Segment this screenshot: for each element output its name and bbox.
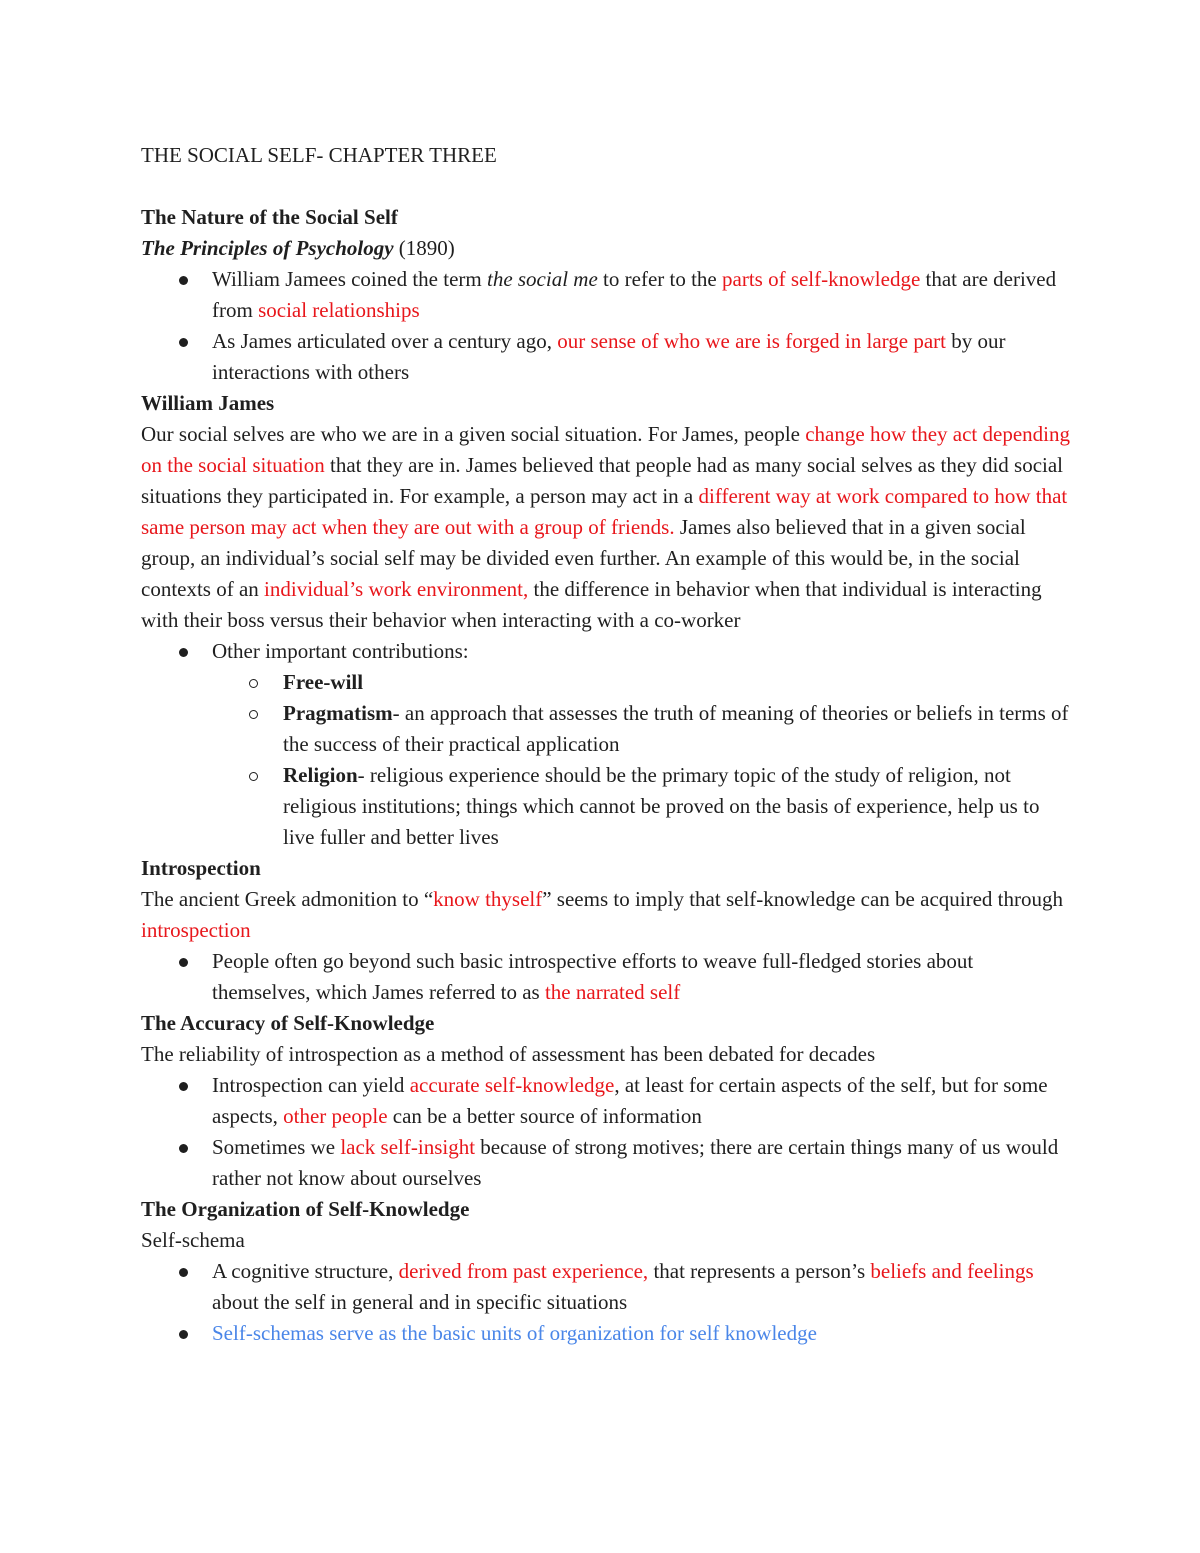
heading-nature-social-self: The Nature of the Social Self <box>141 205 398 229</box>
circle-bullet-icon <box>249 710 258 719</box>
highlight-text: beliefs and feelings <box>870 1259 1034 1283</box>
highlight-text: change how they act depending on the social situation <box>141 422 1070 477</box>
paragraph <box>141 884 1071 946</box>
term: Free-will <box>283 670 364 694</box>
highlight-text: individual’s work environment, <box>264 577 529 601</box>
text-span: that they are in. James believed that people had as many social selves as they did social situations they participated in. For example, a person may act in a <box>141 453 1064 508</box>
heading-organization: The Organization of Self-Knowledge <box>141 1197 470 1221</box>
bullet-icon <box>179 648 188 657</box>
text-span: Sometimes we <box>212 1135 341 1159</box>
sub-list-item <box>141 698 1071 760</box>
text-span: the difference in behavior when that individual is interacting with their boss versus their behavior when interacting with a co-worker <box>141 577 1042 632</box>
list-item <box>141 1318 1071 1349</box>
book-title: The Principles of Psychology <box>141 236 394 260</box>
text-span: James also believed that in a given social group, an individual’s social self may be divided even further. An example of this would be, in the social contexts of an <box>141 515 1026 601</box>
heading-william-james: William James <box>141 391 275 415</box>
list-item <box>141 326 1071 388</box>
bullet-icon <box>179 1330 188 1339</box>
list-item <box>141 1070 1071 1132</box>
text-span: Other important contributions: <box>212 639 469 663</box>
bullet-icon <box>179 1082 188 1091</box>
book-year: (1890) <box>393 236 455 260</box>
list-item <box>141 946 1071 1008</box>
text-span: can be a better source of information <box>387 1104 702 1128</box>
document-title: THE SOCIAL SELF- CHAPTER THREE <box>141 143 497 167</box>
text-span: - religious experience should be the primary topic of the study of religion, not religious institutions; things which cannot be proved on the basis of experience, help us to live fuller and better lives <box>283 763 1040 849</box>
sub-heading-self-schema: Self-schema <box>141 1228 245 1252</box>
paragraph: The reliability of introspection as a method of assessment has been debated for decades <box>141 1042 876 1066</box>
text-span: the social me <box>486 267 598 291</box>
highlight-text: introspection <box>141 918 251 942</box>
list-item <box>141 1132 1071 1194</box>
highlight-text: our sense of who we are is forged in large part <box>557 329 946 353</box>
highlight-text-blue: Self-schemas serve as the basic units of organization for self knowledge <box>212 1321 817 1345</box>
text-span: Our social selves are who we are in a given social situation. For James, people <box>141 422 806 446</box>
highlight-text: know thyself <box>433 887 543 911</box>
text-span: A cognitive structure, <box>212 1259 399 1283</box>
circle-bullet-icon <box>249 772 258 781</box>
book-reference <box>141 233 1071 264</box>
bullet-icon <box>179 958 188 967</box>
heading-introspection: Introspection <box>141 856 261 880</box>
list-item <box>141 636 1071 667</box>
text-span: by our interactions with others <box>212 329 1006 384</box>
highlight-text: other people <box>283 1104 388 1128</box>
highlight-text: derived from past experience, <box>398 1259 649 1283</box>
list-item <box>141 1256 1071 1318</box>
text-span: , at least for certain aspects of the self, but for some aspects, <box>212 1073 1048 1128</box>
text-span: that are derived from <box>212 267 1057 322</box>
text-span: Introspection can yield <box>212 1073 410 1097</box>
text-span: about the self in general and in specific situations <box>212 1290 628 1314</box>
highlight-text: different way at work compared to how that same person may act when they are out with a group of friends. <box>141 484 1068 539</box>
heading-accuracy: The Accuracy of Self-Knowledge <box>141 1011 435 1035</box>
text-span: William Jamees coined the term <box>212 267 487 291</box>
text-span: People often go beyond such basic introspective efforts to weave full-fledged stories about themselves, which James referred to as <box>212 949 974 1004</box>
text-span: that represents a person’s <box>648 1259 871 1283</box>
bullet-icon <box>179 338 188 347</box>
circle-bullet-icon <box>249 679 258 688</box>
text-span: The ancient Greek admonition to “ <box>141 887 434 911</box>
highlight-text: the narrated self <box>544 980 681 1004</box>
paragraph <box>141 419 1071 636</box>
term: Pragmatism <box>283 701 393 725</box>
highlight-text: lack self-insight <box>340 1135 476 1159</box>
sub-list-item <box>141 667 1071 698</box>
term: Religion <box>283 763 358 787</box>
bullet-icon <box>179 1268 188 1277</box>
list-item <box>141 264 1071 326</box>
highlight-text: social relationships <box>258 298 420 322</box>
bullet-icon <box>179 276 188 285</box>
text-span: As James articulated over a century ago, <box>212 329 558 353</box>
text-span: to refer to the <box>597 267 722 291</box>
bullet-icon <box>179 1144 188 1153</box>
highlight-text: parts of self-knowledge <box>722 267 921 291</box>
document-page <box>141 140 1071 1349</box>
text-span: because of strong motives; there are certain things many of us would rather not know about ourselves <box>212 1135 1059 1190</box>
sub-list-item <box>141 760 1071 853</box>
text-span: ” seems to imply that self-knowledge can be acquired through <box>542 887 1063 911</box>
highlight-text: accurate self-knowledge <box>409 1073 615 1097</box>
text-span: - an approach that assesses the truth of meaning of theories or beliefs in terms of the success of their practical application <box>283 701 1069 756</box>
